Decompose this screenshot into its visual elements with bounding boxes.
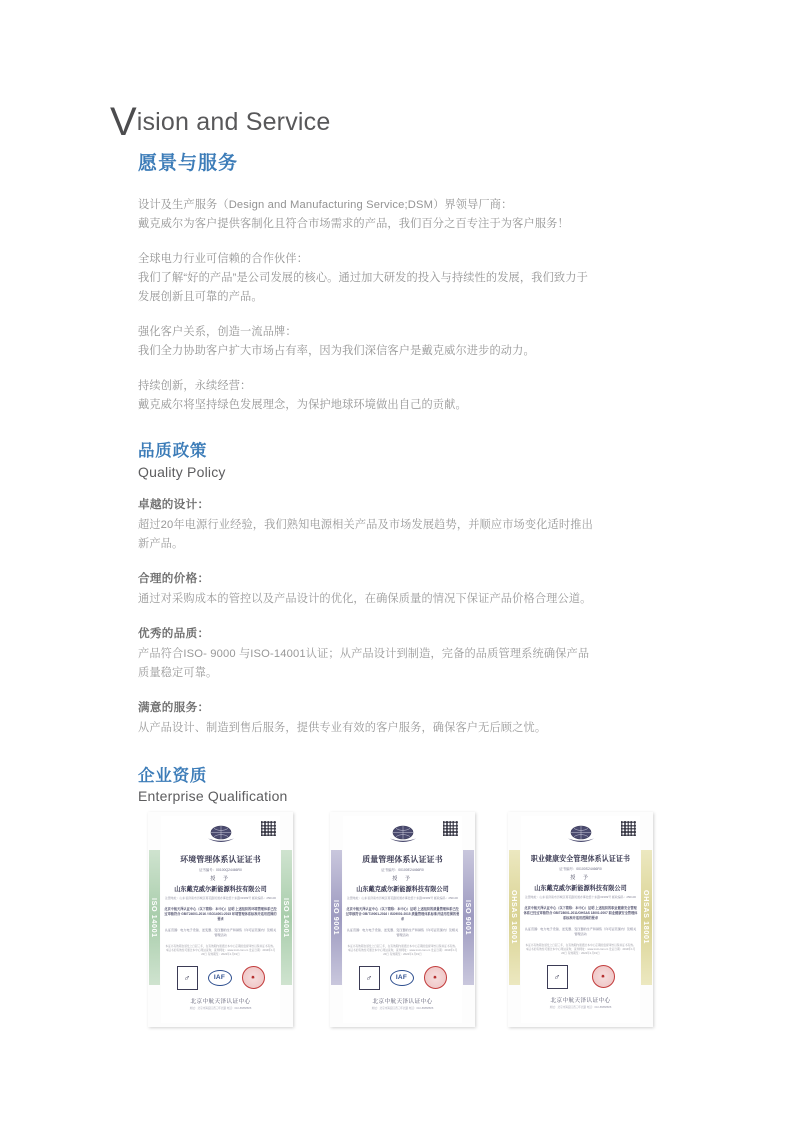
- intro-paragraph: [138, 250, 678, 307]
- certificate-issuer-address: 地址：北京市海淀区西三环北路 电话：010-88888888: [549, 1006, 612, 1010]
- certificate-standard-band-left: [509, 850, 520, 985]
- certificate-standard-band-right: [281, 850, 292, 985]
- page-title-block: [110, 100, 730, 175]
- certificate-issuer-address: 地址：北京市海淀区西三环北路 电话：010-88888888: [189, 1007, 252, 1011]
- section-heading-english: Enterprise Qualification: [138, 788, 288, 805]
- certificate-company-name: 山东戴克威尔新能源科技有限公司: [534, 885, 627, 892]
- certification-emblem-icon: [564, 823, 598, 845]
- page-title-english: [110, 100, 730, 144]
- paragraph-line: 发展创新且可靠的产品。: [138, 291, 263, 303]
- quality-policy-item: [138, 624, 678, 683]
- section-heading-enterprise-qualification: [138, 766, 678, 807]
- title-english-rest: ision and Service: [136, 108, 331, 136]
- body-line: 质量稳定可靠。: [138, 666, 218, 679]
- certificate-title: 质量管理体系认证证书: [362, 855, 443, 864]
- certificate-standard-band-left: [149, 850, 160, 985]
- quality-policy-item-body: [138, 516, 678, 554]
- intro-paragraph: [138, 196, 678, 234]
- certificate-iso-14001[interactable]: [148, 812, 293, 1027]
- quality-policy-item-title: 优秀的品质：: [138, 626, 210, 640]
- certificate-number: 证书编号：00100S24466R0: [559, 867, 602, 871]
- page-title-chinese: 愿景与服务: [138, 153, 239, 174]
- quality-policy-item-body: [138, 590, 678, 609]
- standard-label: ISO 9001: [464, 899, 473, 936]
- iaf-seal-icon: IAF: [208, 970, 232, 986]
- certificate-meta: 注册地址：山东省济南市历城区荷花路街道办事处经十东路33399号 邮政编码：250100: [165, 896, 276, 900]
- ukas-seal-icon: ♂: [547, 965, 568, 989]
- quality-policy-item-title: 合理的价格：: [138, 571, 210, 585]
- paragraph-line: 设计及生产服务（Design and Manufacturing Service;DSM）界领导厂商：: [138, 199, 513, 211]
- certificate-meta: 注册地址：山东省济南市历城区荷花路街道办事处经十东路33399号 邮政编码：250100: [347, 896, 458, 900]
- certificate-award-word: 授 予: [570, 875, 591, 881]
- section-heading-chinese: 企业资质: [138, 766, 208, 785]
- certificate-issuer-address: 地址：北京市海淀区西三环北路 电话：010-88888888: [371, 1007, 434, 1011]
- certificate-number: 证书编号：00100Q24466R0: [199, 868, 242, 872]
- quality-policy-item-body: [138, 645, 678, 683]
- certificate-title: 环境管理体系认证证书: [180, 855, 261, 864]
- certificate-seal-row: [521, 965, 640, 989]
- certificate-standard-band-left: [331, 850, 342, 985]
- certificate-standard-band-right: [463, 850, 474, 985]
- paragraph-line: 持续创新，永续经营：: [138, 380, 252, 392]
- cnas-seal-icon: ✸: [592, 965, 615, 988]
- body-line: 超过20年电源行业经验，我们熟知电源相关产品及市场发展趋势，并顺应市场变化适时推出: [138, 518, 593, 531]
- intro-paragraph: [138, 377, 678, 415]
- certificate-meta: 注册地址：山东省济南市历城区荷花路街道办事处经十东路33399号 邮政编码：250100: [525, 895, 636, 899]
- qr-code-icon: [621, 821, 636, 836]
- qr-code-icon: [261, 821, 276, 836]
- paragraph-line: 全球电力行业可信赖的合作伙伴：: [138, 253, 309, 265]
- ukas-seal-icon: ♂: [359, 966, 380, 990]
- certificate-iso-9001[interactable]: [330, 812, 475, 1027]
- body-line: 产品符合ISO- 9000 与ISO-14001认证；从产品设计到制造，完备的品质管理系统确保产品: [138, 647, 590, 660]
- quality-policy-item-title: 满意的服务：: [138, 700, 210, 714]
- iaf-seal-icon: IAF: [390, 970, 414, 986]
- certificate-scope-statement: 北京中航天泽认证中心（以下简称：本中心）证明 上述组织的环境管理体系已经过审核符合 GB/T24001-2016 / ISO14001:2015 环境管理体系标准并适用范围的要求: [164, 907, 277, 922]
- certificate-award-word: 授 予: [210, 876, 231, 882]
- paragraph-line: 我们全力协助客户扩大市场占有率，因为我们深信客户是戴克威尔进步的动力。: [138, 345, 535, 357]
- standard-label: OHSAS 18001: [510, 890, 519, 945]
- section-heading-english: Quality Policy: [138, 463, 226, 480]
- certificate-scope-detail: 认证范围：电力电子设备、逆变器、变压器的生产和销售（许可证范围内）及相关管理活动: [164, 928, 277, 938]
- section-heading-chinese: 品质政策: [138, 442, 208, 460]
- certificate-issuer: 北京中航天泽认证中心: [550, 997, 611, 1004]
- quality-policy-item: [138, 495, 678, 554]
- certification-emblem-icon: [386, 823, 420, 845]
- certificate-gallery: [148, 812, 668, 1032]
- certificate-number: 证书编号：00100E24466R0: [381, 868, 424, 872]
- certificate-legal-text: 本证书有效期自颁发之日起三年，在有效期内须通过本中心定期的监督审核以保持证书有效。 本证书的有效性可通过本中心网站查询，查询网址：www.cnct.com.cn 发证日期：2019年1月20日 有效期至：2022年1月19日: [165, 945, 276, 957]
- ukas-seal-icon: ♂: [177, 966, 198, 990]
- certificate-company-name: 山东戴克威尔新能源科技有限公司: [356, 886, 449, 893]
- certificate-ohsas-18001[interactable]: [508, 812, 653, 1027]
- certificate-scope-statement: 北京中航天泽认证中心（以下简称：本中心）证明 上述组织的质量管理体系已经过审核符合 GB/T19001-2016 / ISO9001:2015 质量管理体系标准并适用范围的要求: [345, 907, 460, 922]
- intro-paragraph: [138, 323, 678, 361]
- paragraph-line: 强化客户关系，创造一流品牌：: [138, 326, 297, 338]
- standard-label: OHSAS 18001: [642, 890, 651, 945]
- certificate-issuer: 北京中航天泽认证中心: [190, 998, 251, 1005]
- certificate-issuer: 北京中航天泽认证中心: [372, 998, 433, 1005]
- certificate-seal-row: [161, 966, 280, 990]
- section-heading-quality-policy: [138, 441, 678, 482]
- certificate-company-name: 山东戴克威尔新能源科技有限公司: [174, 886, 267, 893]
- cnas-seal-icon: ✸: [242, 966, 265, 989]
- certificate-scope-detail: 认证范围：电力电子设备、逆变器、变压器的生产和销售（许可证范围内）及相关管理活动: [524, 927, 637, 937]
- certificate-seal-row: [343, 966, 462, 990]
- standard-label: ISO 9001: [332, 899, 341, 936]
- certificate-scope-detail: 认证范围：电力电子设备、逆变器、变压器的生产和销售（许可证范围内）及相关管理活动: [346, 928, 459, 938]
- body-line: 新产品。: [138, 537, 184, 550]
- certificate-award-word: 授 予: [392, 876, 413, 882]
- quality-policy-item-title: 卓越的设计：: [138, 497, 210, 511]
- qr-code-icon: [443, 821, 458, 836]
- paragraph-line: 我们了解“好的产品”是公司发展的核心。通过加大研发的投入与持续性的发展，我们致力于: [138, 272, 588, 284]
- certificate-standard-band-right: [641, 850, 652, 985]
- cnas-seal-icon: ✸: [424, 966, 447, 989]
- standard-label: ISO 14001: [282, 897, 291, 938]
- certificate-legal-text: 本证书有效期自颁发之日起三年，在有效期内须通过本中心定期的监督审核以保持证书有效。 本证书的有效性可通过本中心网站查询，查询网址：www.cnct.com.cn 发证日期：2019年1月20日 有效期至：2022年1月19日: [525, 944, 636, 956]
- body-line: 通过对采购成本的管控以及产品设计的优化，在确保质量的情况下保证产品价格合理公道。: [138, 592, 592, 605]
- body-line: 从产品设计、制造到售后服务，提供专业有效的客户服务，确保客户无后顾之忧。: [138, 721, 547, 734]
- quality-policy-item: [138, 698, 678, 738]
- document-content: [138, 196, 678, 819]
- standard-label: ISO 14001: [150, 897, 159, 938]
- title-dropcap: V: [110, 100, 137, 144]
- quality-policy-item-body: [138, 719, 678, 738]
- paragraph-line: 戴克威尔将坚持绿色发展理念，为保护地球环境做出自己的贡献。: [138, 399, 467, 411]
- quality-policy-item: [138, 569, 678, 609]
- certificate-legal-text: 本证书有效期自颁发之日起三年，在有效期内须通过本中心定期的监督审核以保持证书有效。 本证书的有效性可通过本中心网站查询，查询网址：www.cnct.com.cn 发证日期：2019年1月20日 有效期至：2022年1月19日: [347, 945, 458, 957]
- certificate-scope-statement: 北京中航天泽认证中心（以下简称：本中心）证明 上述组织的职业健康安全管理体系已经过审核符合 GB/T28001-2011/OHSAS 18001:2007 职业健康安全管理体系标准并适用范围的要求: [523, 906, 638, 921]
- paragraph-line: 戴克威尔为客户提供客制化且符合市场需求的产品，我们百分之百专注于为客户服务！: [138, 218, 569, 230]
- certification-emblem-icon: [204, 823, 238, 845]
- certificate-title: 职业健康安全管理体系认证证书: [530, 854, 631, 863]
